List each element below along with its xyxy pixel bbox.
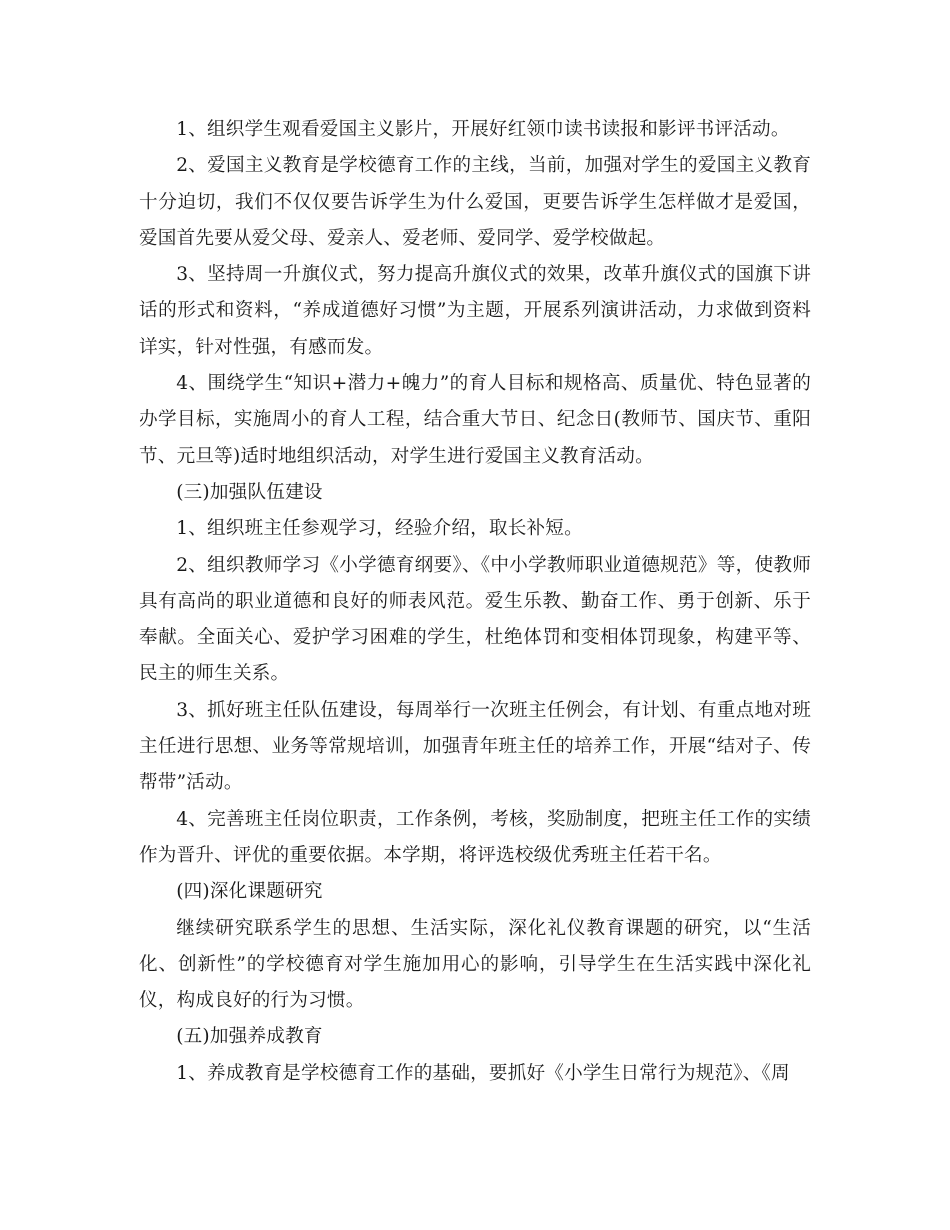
paragraph-education-goals: 4、围绕学生“知识+潜力+魄力”的育人目标和规格高、质量优、特色显著的办学目标，实施周小的育人工程，结合重大节日、纪念日(教师节、国庆节、重阳节、元旦等)适时地组织活动，对学生进行爱国主义教育活动。	[139, 373, 811, 467]
paragraph-patriotic-education: 2、爱国主义教育是学校德育工作的主线，当前，加强对学生的爱国主义教育十分迫切，我们不仅仅要告诉学生为什么爱国，更要告诉学生怎样做才是爱国，爱国首先要从爱父母、爱亲人、爱老师、爱同学、爱学校做起。	[139, 155, 811, 249]
paragraph-patriotic-films: 1、组织学生观看爱国主义影片，开展好红领巾读书读报和影评书评活动。	[176, 119, 790, 140]
section-heading-habit-education: (五)加强养成教育	[176, 1026, 323, 1048]
paragraph-etiquette-research: 继续研究联系学生的思想、生活实际，深化礼仪教育课题的研究，以“生活化、创新性”的学校德育对学生施加用心的影响，引导学生在生活实践中深化礼仪，构成良好的行为习惯。	[139, 917, 811, 1012]
section-heading-research: (四)深化课题研究	[176, 881, 323, 903]
paragraph-habit-foundation: 1、养成教育是学校德育工作的基础，要抓好《小学生日常行为规范》、《周	[176, 1062, 790, 1084]
paragraph-teacher-ethics: 2、组织教师学习《小学德育纲要》、《中小学教师职业道德规范》等，使教师具有高尚的职业道德和良好的师表风范。爱生乐教、勤奋工作、勇于创新、乐于奉献。全面关心、爱护学习困难的学生，杜绝体罚和变相体罚现象，构建平等、民主的师生关系。	[139, 554, 811, 685]
paragraph-class-teacher-training: 3、抓好班主任队伍建设，每周举行一次班主任例会，有计划、有重点地对班主任进行思想、业务等常规培训，加强青年班主任的培养工作，开展“结对子、传帮带”活动。	[139, 699, 811, 794]
paragraph-class-teacher-duties: 4、完善班主任岗位职责，工作条例，考核，奖励制度，把班主任工作的实绩作为晋升、评优的重要依据。本学期，将评选校级优秀班主任若干名。	[139, 808, 811, 866]
paragraph-flag-raising: 3、坚持周一升旗仪式，努力提高升旗仪式的效果，改革升旗仪式的国旗下讲话的形式和资料，“养成道德好习惯”为主题，开展系列演讲活动，力求做到资料详实，针对性强，有感而发。	[139, 264, 811, 358]
section-heading-team-building: (三)加强队伍建设	[176, 481, 323, 503]
document-body	[139, 112, 811, 1092]
paragraph-teacher-visits: 1、组织班主任参观学习，经验介绍，取长补短。	[176, 518, 583, 540]
